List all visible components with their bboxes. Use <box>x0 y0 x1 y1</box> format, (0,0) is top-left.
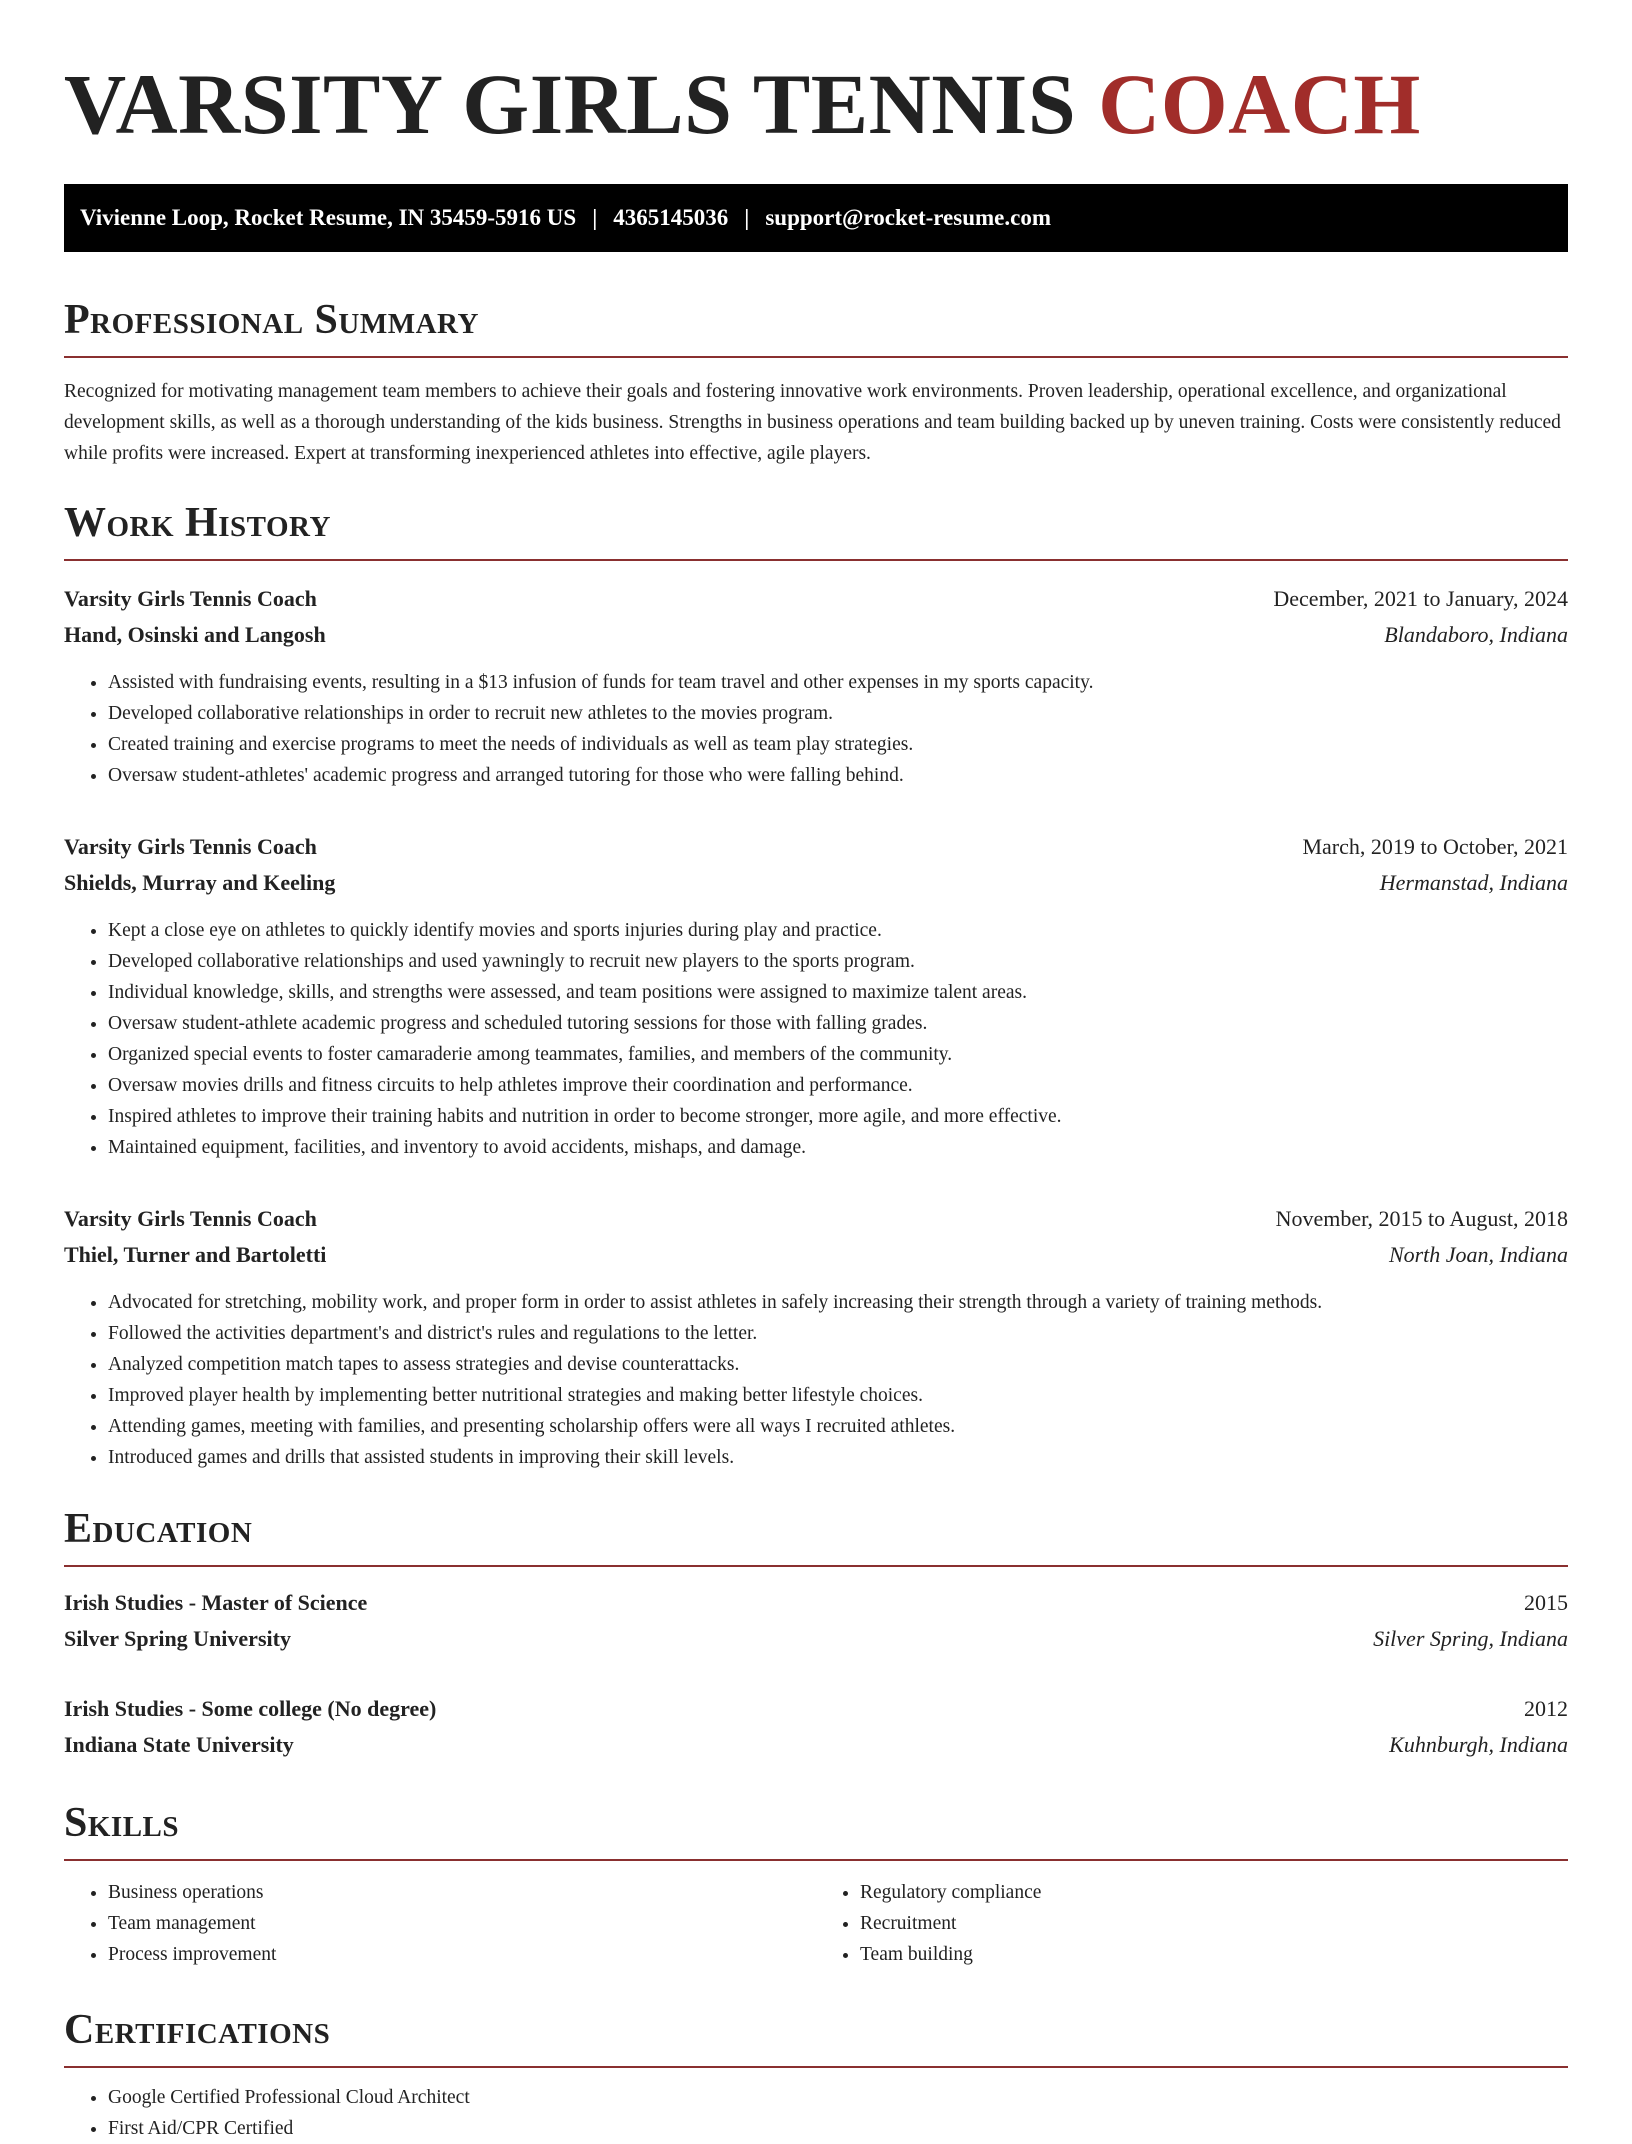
skills-grid <box>64 1877 1568 1970</box>
contact-separator: | <box>744 205 750 230</box>
education-year: 2012 <box>1524 1696 1568 1721</box>
contact-address: Vivienne Loop, Rocket Resume, IN 35459-5916 US <box>80 205 577 230</box>
list-item: • Attending games, meeting with families, and presenting scholarship offers were all ways I recruited athletes. <box>108 1411 1568 1442</box>
job-title: Varsity Girls Tennis Coach <box>64 586 317 611</box>
education-school: Indiana State University <box>64 1732 294 1757</box>
job-entry <box>64 1201 1568 1473</box>
list-item: • Kept a close eye on athletes to quickly identify movies and sports injuries during play and practice. <box>108 915 1568 946</box>
education-entry <box>64 1585 1568 1657</box>
contact-phone: 4365145036 <box>613 205 729 230</box>
job-location: Hermanstad, Indiana <box>1379 870 1568 895</box>
summary-text: Recognized for motivating management team members to achieve their goals and fostering innovative work environments. Proven leadership, operational excellence, and organizational development skills, as well as a thorough understanding of the kids business. Strengths in business operations and team building backed up by uneven training. Costs were consistently reduced while profits were increased. Expert at transforming inexperienced athletes into effective, agile players. <box>64 381 1561 464</box>
summary-section <box>64 296 1568 469</box>
list-item: • Improved player health by implementing better nutritional strategies and making better lifestyle choices. <box>108 1380 1568 1411</box>
list-item: • First Aid/CPR Certified <box>108 2113 1568 2144</box>
section-heading-work: Work History <box>64 499 1568 561</box>
list-item: • Process improvement <box>108 1939 816 1970</box>
list-item: • Assisted with fundraising events, resulting in a $13 infusion of funds for team travel and other expenses in my sports capacity. <box>108 667 1568 698</box>
list-item: • Organized special events to foster camaraderie among teammates, families, and members of the community. <box>108 1039 1568 1070</box>
list-item: • Introduced games and drills that assisted students in improving their skill levels. <box>108 1442 1568 1473</box>
section-heading-certifications: Certifications <box>64 2006 1568 2068</box>
job-entry <box>64 829 1568 1163</box>
resume-title <box>64 0 1568 150</box>
list-item: • Team management <box>108 1908 816 1939</box>
education-degree: Irish Studies - Master of Science <box>64 1590 368 1615</box>
education-location: Kuhnburgh, Indiana <box>1389 1732 1568 1757</box>
list-item: • Created training and exercise programs to meet the needs of individuals as well as team play strategies. <box>108 729 1568 760</box>
job-company: Thiel, Turner and Bartoletti <box>64 1242 327 1267</box>
title-main: VARSITY GIRLS TENNIS <box>64 56 1077 152</box>
list-item: • Developed collaborative relationships in order to recruit new athletes to the movies program. <box>108 698 1568 729</box>
job-entry <box>64 581 1568 791</box>
job-location: North Joan, Indiana <box>1388 1242 1568 1267</box>
skills-list-left <box>64 1877 816 1970</box>
list-item: • Oversaw student-athlete academic progress and scheduled tutoring sessions for those with falling grades. <box>108 1008 1568 1039</box>
job-title: Varsity Girls Tennis Coach <box>64 834 317 859</box>
work-history-section <box>64 499 1568 1473</box>
job-dates: March, 2019 to October, 2021 <box>1302 834 1568 859</box>
contact-bar <box>64 184 1568 252</box>
list-item: • Advocated for stretching, mobility work, and proper form in order to assist athletes in safely increasing their strength through a variety of training methods. <box>108 1287 1568 1318</box>
list-item: • Analyzed competition match tapes to assess strategies and devise counterattacks. <box>108 1349 1568 1380</box>
education-year: 2015 <box>1524 1590 1568 1615</box>
job-bullets <box>64 915 1568 1163</box>
list-item: • Recruitment <box>860 1908 1568 1939</box>
section-heading-education: Education <box>64 1505 1568 1567</box>
list-item: • Individual knowledge, skills, and strengths were assessed, and team positions were assigned to maximize talent areas. <box>108 977 1568 1008</box>
job-bullets <box>64 667 1568 791</box>
section-heading-skills: Skills <box>64 1799 1568 1861</box>
education-location: Silver Spring, Indiana <box>1373 1626 1568 1651</box>
list-item: • Oversaw student-athletes' academic progress and arranged tutoring for those who were falling behind. <box>108 760 1568 791</box>
list-item: • Inspired athletes to improve their training habits and nutrition in order to become stronger, more agile, and more effective. <box>108 1101 1568 1132</box>
list-item: • Developed collaborative relationships and used yawningly to recruit new players to the sports program. <box>108 946 1568 977</box>
list-item: • Team building <box>860 1939 1568 1970</box>
education-entry <box>64 1691 1568 1763</box>
education-section <box>64 1505 1568 1763</box>
certifications-list <box>64 2082 1568 2144</box>
education-degree: Irish Studies - Some college (No degree) <box>64 1696 437 1721</box>
list-item: • Maintained equipment, facilities, and inventory to avoid accidents, mishaps, and damage. <box>108 1132 1568 1163</box>
job-bullets <box>64 1287 1568 1473</box>
contact-email: support@rocket-resume.com <box>765 205 1051 230</box>
job-dates: November, 2015 to August, 2018 <box>1275 1206 1568 1231</box>
education-school: Silver Spring University <box>64 1626 291 1651</box>
job-company: Hand, Osinski and Langosh <box>64 622 326 647</box>
job-location: Blandaboro, Indiana <box>1384 622 1568 647</box>
list-item: • Oversaw movies drills and fitness circuits to help athletes improve their coordination and performance. <box>108 1070 1568 1101</box>
certifications-section <box>64 2006 1568 2144</box>
list-item: • Followed the activities department's and district's rules and regulations to the letter. <box>108 1318 1568 1349</box>
job-title: Varsity Girls Tennis Coach <box>64 1206 317 1231</box>
list-item: • Business operations <box>108 1877 816 1908</box>
contact-separator: | <box>592 205 598 230</box>
title-accent: COACH <box>1098 56 1421 152</box>
job-dates: December, 2021 to January, 2024 <box>1273 586 1568 611</box>
list-item: • Google Certified Professional Cloud Architect <box>108 2082 1568 2113</box>
skills-section <box>64 1799 1568 1970</box>
list-item: • Regulatory compliance <box>860 1877 1568 1908</box>
skills-list-right <box>816 1877 1568 1970</box>
section-heading-summary: Professional Summary <box>64 296 1568 358</box>
job-company: Shields, Murray and Keeling <box>64 870 336 895</box>
